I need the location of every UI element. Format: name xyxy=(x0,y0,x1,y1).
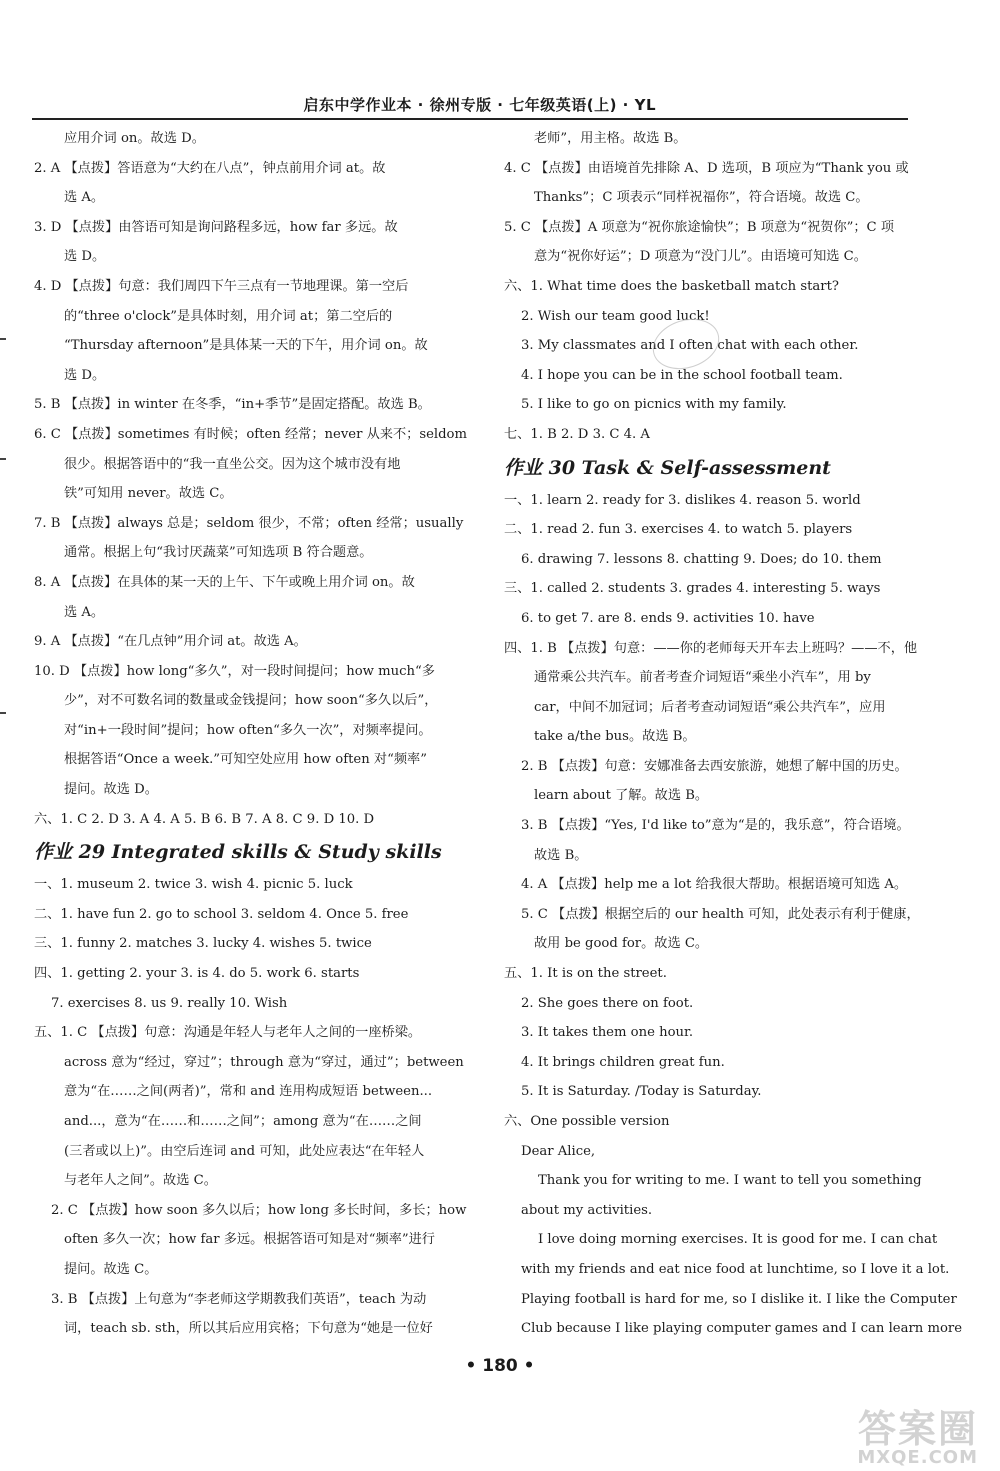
text-line: 三、1. funny 2. matches 3. lucky 4. wishes 5. twice xyxy=(34,936,372,952)
text-line: take a/the bus。故选 B。 xyxy=(534,729,696,745)
text-line: 选 D。 xyxy=(64,367,106,383)
text-line: Thanks”；C 项表示“同样祝福你”，符合语境。故选 C。 xyxy=(534,190,869,206)
text-line: 三、1. called 2. students 3. grades 4. interesting 5. ways xyxy=(504,581,881,597)
text-line: 6. drawing 7. lessons 8. chatting 9. Does; do 10. them xyxy=(521,551,882,567)
section-heading: 作业 30 Task & Self-assessment xyxy=(504,456,831,479)
text-line: learn about 了解。故选 B。 xyxy=(534,788,709,804)
text-line: 3. D 【点拨】由答语可知是询问路程多远，how far 多远。故 xyxy=(34,219,398,235)
text-line: 选 A。 xyxy=(64,604,105,620)
text-line: (三者或以上)”。由空后连词 and 可知，此处应表达“在年轻人 xyxy=(64,1143,425,1159)
text-line: 一、1. museum 2. twice 3. wish 4. picnic 5. luck xyxy=(34,877,353,893)
text-line: 老师”，用主格。故选 B。 xyxy=(534,131,687,146)
text-line: 3. It takes them one hour. xyxy=(521,1025,694,1041)
header-title: 启东中学作业本 · 徐州专版 · 七年级英语(上) · YL xyxy=(303,96,656,114)
watermark-logo xyxy=(798,1398,978,1468)
text-line: 四、1. B 【点拨】句意：——你的老师每天开车去上班吗？——不，他 xyxy=(504,640,918,656)
text-line: Thank you for writing to me. I want to tell you something xyxy=(538,1173,922,1189)
text-line: 9. A 【点拨】“在几点钟”用介词 at。故选 A。 xyxy=(34,634,307,650)
text-line: car，中间不加冠词；后者考查动词短语“乘公共汽车”，应用 xyxy=(534,699,886,715)
text-line: Dear Alice, xyxy=(521,1143,596,1159)
text-line: “Thursday afternoon”是具体某一天的下午，用介词 on。故 xyxy=(64,338,428,354)
text-line: 铁”可知用 never。故选 C。 xyxy=(64,486,233,502)
margin-mark xyxy=(0,338,6,340)
page-number: • 180 • xyxy=(465,1356,535,1376)
text-line: 通常乘公共汽车。前者考查介词短语“乘坐小汽车”，用 by xyxy=(534,670,871,686)
text-line: 五、1. C 【点拨】句意：沟通是年轻人与老年人之间的一座桥梁。 xyxy=(34,1025,422,1041)
text-line: across 意为“经过，穿过”；through 意为“穿过，通过”；between xyxy=(64,1054,464,1070)
text-line: 10. D 【点拨】how long“多久”，对一段时间提问；how much“多 xyxy=(34,663,435,679)
text-line: 七、1. B 2. D 3. C 4. A xyxy=(504,426,650,442)
watermark-logo-text: 答案圈 xyxy=(857,1407,978,1451)
text-line: 8. A 【点拨】在具体的某一天的上午、下午或晚上用介词 on。故 xyxy=(34,574,415,590)
text-line: 六、1. What time does the basketball match start? xyxy=(504,278,839,294)
text-line: 2. B 【点拨】句意：安娜准备去西安旅游，她想了解中国的历史。 xyxy=(521,758,908,774)
margin-mark xyxy=(0,712,6,714)
text-line: 意为“在……之间(两者)”，常和 and 连用构成短语 between... xyxy=(64,1084,433,1100)
text-line: 7. exercises 8. us 9. really 10. Wish xyxy=(51,995,288,1011)
text-line: 4. It brings children great fun. xyxy=(521,1054,725,1070)
text-line: 少”，对不可数名词的数量或金钱提问；how soon“多久以后”， xyxy=(64,693,438,709)
text-line: Club because I like playing computer games and I can learn more xyxy=(521,1321,963,1337)
text-line: 4. I hope you can be in the school football team. xyxy=(521,367,843,383)
text-line: 与老年人之间”。故选 C。 xyxy=(64,1173,217,1189)
margin-mark xyxy=(0,458,6,460)
text-line: 应用介词 on。故选 D。 xyxy=(64,131,205,146)
text-line: 五、1. It is on the street. xyxy=(504,966,667,982)
section-heading: 作业 29 Integrated skills & Study skills xyxy=(34,841,442,864)
text-line: 二、1. have fun 2. go to school 3. seldom 4. Once 5. free xyxy=(34,906,409,922)
text-line: 选 D。 xyxy=(64,249,106,265)
binding-margin-marks xyxy=(0,0,8,1471)
text-line: 2. C 【点拨】how soon 多久以后；how long 多长时间，多长；how xyxy=(51,1202,467,1218)
text-line: 6. C 【点拨】sometimes 有时候；often 经常；never 从来不；seldom xyxy=(34,426,468,442)
watermark-site: MXQE.COM xyxy=(857,1447,978,1468)
text-line: with my friends and eat nice food at lunchtime, so I love it a lot. xyxy=(521,1261,950,1277)
right-column xyxy=(504,124,963,1344)
text-line: 2. Wish our team good luck! xyxy=(521,308,710,324)
text-line: 5. It is Saturday. /Today is Saturday. xyxy=(521,1084,762,1100)
text-line: 提问。故选 C。 xyxy=(64,1261,158,1277)
text-line: 词，teach sb. sth，所以其后应用宾格；下句意为“她是一位好 xyxy=(64,1321,433,1337)
text-line: 六、One possible version xyxy=(504,1114,670,1129)
text-line: 故用 be good for。故选 C。 xyxy=(534,936,709,952)
text-line: 5. C 【点拨】根据空后的 our health 可知，此处表示有利于健康， xyxy=(521,906,920,922)
text-line: 3. B 【点拨】上句意为“李老师这学期教我们英语”，teach 为动 xyxy=(51,1291,427,1307)
text-line: 4. D 【点拨】句意：我们周四下午三点有一节地理课。第一空后 xyxy=(34,278,409,294)
text-line: often 多久一次；how far 多远。根据答语可知是对“频率”进行 xyxy=(64,1232,435,1248)
text-line: 通常。根据上句“我讨厌蔬菜”可知选项 B 符合题意。 xyxy=(64,545,373,561)
text-line: I love doing morning exercises. It is good for me. I can chat xyxy=(538,1232,938,1248)
text-line: 5. C 【点拨】A 项意为“祝你旅途愉快”；B 项意为“祝贺你”；C 项 xyxy=(504,219,895,235)
text-line: Playing football is hard for me, so I dislike it. I like the Computer xyxy=(521,1291,957,1307)
text-line: 对“in+一段时间”提问；how often“多久一次”，对频率提问。 xyxy=(64,722,432,738)
text-line: 2. A 【点拨】答语意为“大约在八点”，钟点前用介词 at。故 xyxy=(34,160,386,176)
text-line: 一、1. learn 2. ready for 3. dislikes 4. reason 5. world xyxy=(504,492,861,508)
text-line: 很少。根据答语中的“我一直坐公交。因为这个城市没有地 xyxy=(64,456,401,472)
text-line: 6. to get 7. are 8. ends 9. activities 10. have xyxy=(521,610,815,626)
text-line: about my activities. xyxy=(521,1202,653,1218)
text-line: 提问。故选 D。 xyxy=(64,782,158,798)
text-line: 3. My classmates and I often chat with each other. xyxy=(521,338,859,354)
running-header xyxy=(32,92,908,120)
text-line: 选 A。 xyxy=(64,190,105,206)
text-line: 4. C 【点拨】由语境首先排除 A、D 选项，B 项应为“Thank you 或 xyxy=(504,160,909,176)
left-column xyxy=(34,124,468,1344)
text-line: 六、1. C 2. D 3. A 4. A 5. B 6. B 7. A 8. C 9. D 10. D xyxy=(34,811,375,827)
text-line: 4. A 【点拨】help me a lot 给我很大帮助。根据语境可知选 A。 xyxy=(521,877,908,893)
text-line: 5. B 【点拨】in winter 在冬季，“in+季节”是固定搭配。故选 B。 xyxy=(34,397,431,413)
text-line: 2. She goes there on foot. xyxy=(521,995,694,1011)
text-line: 故选 B。 xyxy=(534,847,588,863)
text-line: 3. B 【点拨】“Yes, I'd like to”意为“是的，我乐意”，符合语境。 xyxy=(521,818,910,834)
text-line: 二、1. read 2. fun 3. exercises 4. to watch 5. players xyxy=(504,522,853,538)
text-line: and...，意为“在……和……之间”；among 意为“在……之间 xyxy=(64,1114,422,1129)
text-line: 7. B 【点拨】always 总是；seldom 很少，不常；often 经常；usually xyxy=(34,515,464,531)
text-line: 的“three o'clock”是具体时刻，用介词 at；第二空后的 xyxy=(64,308,393,324)
text-line: 意为“祝你好运”；D 项意为“没门儿”。由语境可知选 C。 xyxy=(534,249,867,265)
text-line: 四、1. getting 2. your 3. is 4. do 5. work 6. starts xyxy=(34,966,360,982)
text-line: 5. I like to go on picnics with my family. xyxy=(521,397,787,413)
text-line: 根据答语“Once a week.”可知空处应用 how often 对“频率” xyxy=(64,752,427,768)
